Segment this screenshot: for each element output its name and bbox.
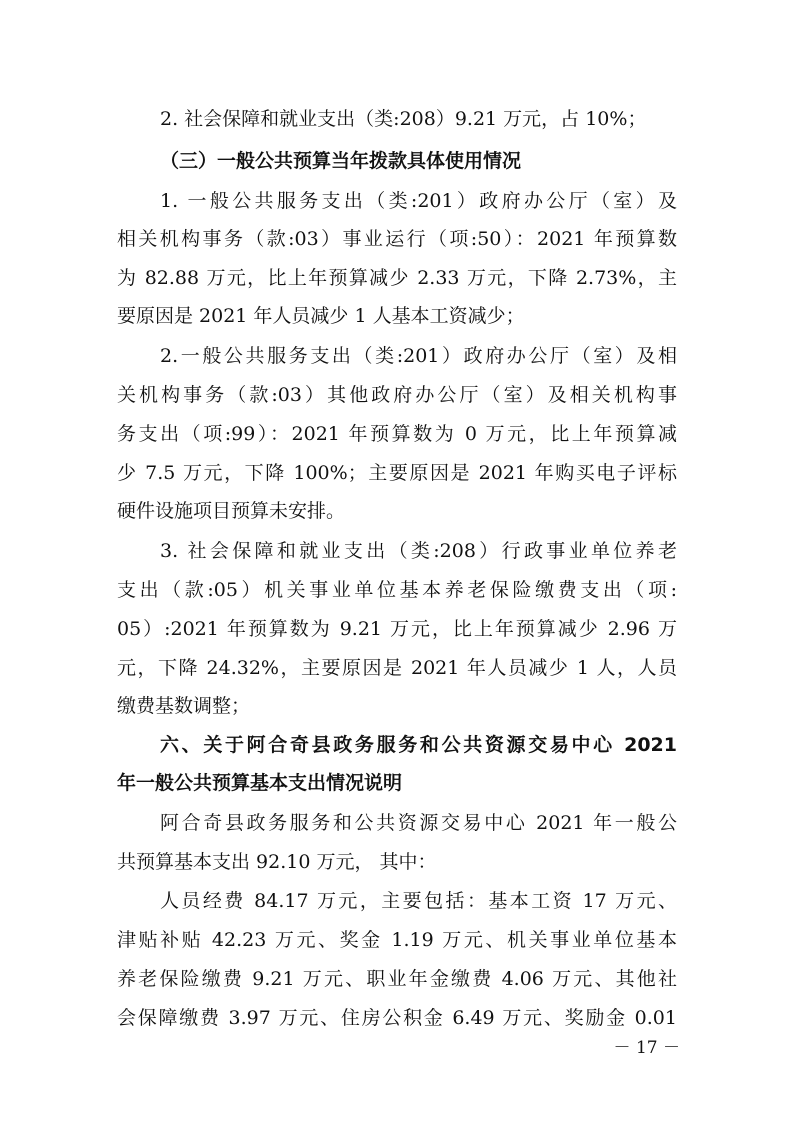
paragraph-line: 05）:2021 年预算数为 9.21 万元，比上年预算减少 2.96 万 [117,618,677,640]
paragraph-line: 相关机构事务（款:03）事业运行（项:50）：2021 年预算数 [117,228,677,250]
paragraph-line: 缴费基数调整； [117,695,251,717]
paragraph-line: 支出（款:05）机关事业单位基本养老保险缴费支出（项: [117,579,677,601]
page-number: － 17 － [613,1038,680,1058]
paragraph-line: 关机构事务（款:03）其他政府办公厅（室）及相关机构事 [117,384,677,406]
paragraph-line: 会保障缴费 3.97 万元、住房公积金 6.49 万元、奖励金 0.01 [117,1007,677,1029]
paragraph-line: 3. 社会保障和就业支出（类:208）行政事业单位养老 [160,540,677,562]
paragraph-line: 硬件设施项目预算未安排。 [117,500,346,522]
paragraph-line: 少 7.5 万元，下降 100%；主要原因是 2021 年购买电子评标 [117,462,677,484]
paragraph-line: 津贴补贴 42.23 万元、奖金 1.19 万元、机关事业单位基本 [117,929,677,951]
paragraph-line: 人员经费 84.17 万元，主要包括：基本工资 17 万元、 [160,890,677,912]
paragraph-line: 养老保险缴费 9.21 万元、职业年金缴费 4.06 万元、其他社 [117,968,677,990]
paragraph-line: 为 82.88 万元，比上年预算减少 2.33 万元，下降 2.73%，主 [117,267,677,289]
section-heading: 六、关于阿合奇县政务服务和公共资源交易中心 2021 [160,734,677,756]
paragraph-line: 要原因是 2021 年人员减少 1 人基本工资减少； [117,305,525,327]
paragraph-line: 2. 社会保障和就业支出（类:208）9.21 万元，占 10%； [160,108,647,130]
section-heading-continued: 年一般公共预算基本支出情况说明 [117,772,403,794]
paragraph-line: 1. 一般公共服务支出（类:201）政府办公厅（室）及 [160,190,677,212]
paragraph-line: 务支出（项:99）：2021 年预算数为 0 万元，比上年预算减 [117,423,677,445]
paragraph-line: 2.一般公共服务支出（类:201）政府办公厅（室）及相 [160,345,677,367]
paragraph-line: 元，下降 24.32%，主要原因是 2021 年人员减少 1 人，人员 [117,657,677,679]
section-heading: （三）一般公共预算当年拨款具体使用情况 [160,150,522,172]
paragraph-line: 共预算基本支出 92.10 万元， 其中： [117,851,437,873]
paragraph-line: 阿合奇县政务服务和公共资源交易中心 2021 年一般公 [160,812,677,834]
